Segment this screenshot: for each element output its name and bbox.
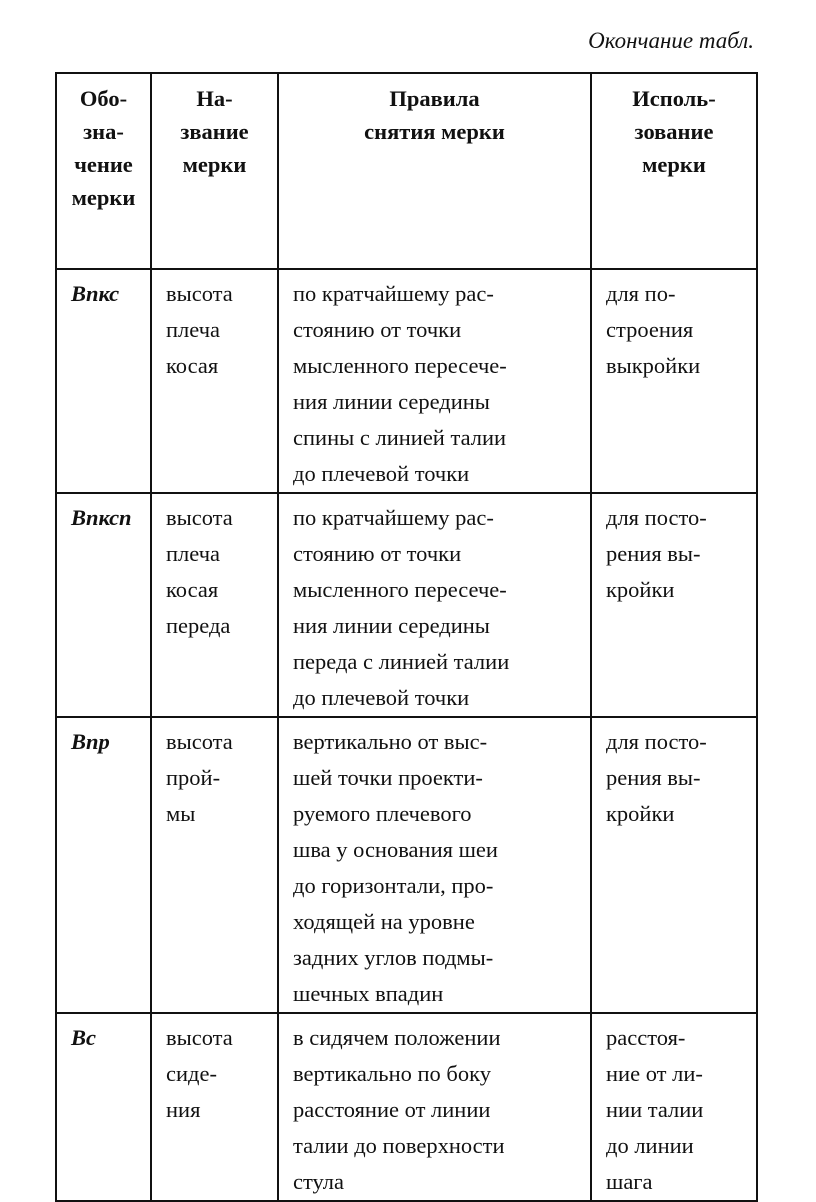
cell-use: для по- строения выкройки (591, 269, 757, 493)
table-header-row (56, 73, 757, 269)
cell-name: высота плеча косая (151, 269, 278, 493)
measurements-table (55, 72, 758, 1202)
cell-code: Вс (56, 1013, 151, 1201)
header-rules: Правила снятия мерки (278, 73, 591, 269)
cell-rule: по кратчайшему рас- стоянию от точки мысленного пересече- ния линии середины спины с линией талии до плечевой точки (278, 269, 591, 493)
cell-use: для посто- рения вы- кройки (591, 717, 757, 1013)
cell-use: расстоя- ние от ли- нии талии до линии шага (591, 1013, 757, 1201)
cell-code: Впр (56, 717, 151, 1013)
table-row (56, 717, 757, 1013)
cell-rule: в сидячем положении вертикально по боку расстояние от линии талии до поверхности стула (278, 1013, 591, 1201)
table-row (56, 269, 757, 493)
header-designation: Обо- зна- чение мерки (56, 73, 151, 269)
cell-code: Впкс (56, 269, 151, 493)
table-row (56, 493, 757, 717)
table-caption: Окончание табл. (588, 28, 754, 53)
cell-name: высота сиде- ния (151, 1013, 278, 1201)
cell-name: высота плеча косая переда (151, 493, 278, 717)
table-row (56, 1013, 757, 1201)
cell-code: Впксп (56, 493, 151, 717)
cell-rule: по кратчайшему рас- стоянию от точки мысленного пересече- ния линии середины переда с линией талии до плечевой точки (278, 493, 591, 717)
header-usage: Исполь- зование мерки (591, 73, 757, 269)
cell-name: высота прой- мы (151, 717, 278, 1013)
header-name: На- звание мерки (151, 73, 278, 269)
cell-use: для посто- рения вы- кройки (591, 493, 757, 717)
cell-rule: вертикально от выс- шей точки проекти- руемого плечевого шва у основания шеи до горизонтали, про- ходящей на уровне задних углов подмы- шечных впадин (278, 717, 591, 1013)
